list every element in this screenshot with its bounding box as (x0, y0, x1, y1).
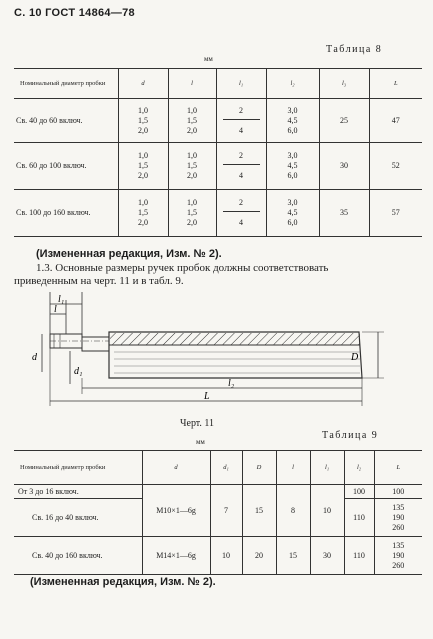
cell-l1: 4 (239, 218, 243, 227)
cell-l2: 4,5 (287, 115, 298, 125)
cell-l2: 4,5 (287, 208, 298, 217)
amendment-note-2: (Измененная редакция, Изм. № 2). (30, 576, 216, 588)
table-row (14, 143, 422, 190)
cell-l: 2,0 (187, 125, 197, 135)
cell-d: 1,0 (138, 151, 148, 160)
cell-D: 20 (242, 537, 276, 575)
table-8 (14, 68, 422, 237)
cell-d: M14×1—6g (142, 537, 210, 575)
cell-L: 260 (392, 522, 405, 532)
row-name: Св. 60 до 100 включ. (16, 161, 87, 170)
page-header: С. 10 ГОСТ 14864—78 (14, 7, 135, 19)
cell-l3: 35 (319, 190, 369, 237)
cell-d: 1,5 (138, 115, 148, 125)
cell-l1: 2 (223, 106, 260, 120)
cell-D: 15 (242, 485, 276, 537)
cell-d: 1,0 (138, 198, 148, 207)
table8-col-l3: l₃ (319, 69, 369, 99)
table8-col-L: L (369, 69, 422, 99)
cell-l2: 110 (344, 537, 374, 575)
label-l: l (54, 304, 57, 315)
cell-l: 15 (276, 537, 310, 575)
label-D: D (351, 352, 359, 363)
table9-col-name: Номинальный диаметр пробки (20, 463, 106, 471)
row-name: Св. 40 до 160 включ. (32, 550, 103, 560)
table9-col-L: L (374, 451, 422, 485)
row-name: Св. 100 до 160 включ. (16, 208, 91, 217)
table9-col-d: d (142, 451, 210, 485)
table9-col-l: l (276, 451, 310, 485)
table9-units: мм (196, 438, 205, 446)
table8-units: мм (204, 55, 213, 63)
cell-l: 1,5 (187, 115, 197, 125)
label-L: L (204, 391, 210, 402)
cell-d: 1,5 (138, 208, 148, 217)
cell-l2: 6,0 (287, 125, 298, 135)
cell-l: 1,5 (187, 161, 197, 170)
cell-l2: 3,0 (287, 198, 298, 207)
table8-header-row (14, 69, 422, 99)
cell-L: 57 (369, 190, 422, 237)
cell-d: 2,0 (138, 171, 148, 180)
cell-L: 135 (392, 502, 405, 512)
cell-L: 190 (392, 550, 405, 560)
table9-col-d1: d₁ (210, 451, 242, 485)
cell-l1: 2 (223, 198, 260, 212)
cell-l2: 6,0 (287, 171, 298, 180)
cell-d: 1,0 (138, 105, 148, 115)
label-l1: l₁ (58, 294, 65, 305)
cell-l1: 30 (310, 537, 344, 575)
cell-d: 1,5 (138, 161, 148, 170)
paragraph-1-3-line-1: 1.3. Основные размеры ручек пробок должны соответствовать (36, 262, 329, 274)
table-row (14, 190, 422, 237)
cell-l1: 10 (310, 485, 344, 537)
label-d: d (32, 352, 37, 363)
cell-d1: 7 (210, 485, 242, 537)
cell-L: 100 (374, 485, 422, 499)
table9-col-l1: l₁ (310, 451, 344, 485)
cell-l2: 3,0 (287, 151, 298, 160)
cell-l2: 110 (344, 499, 374, 537)
cell-l3: 30 (319, 143, 369, 190)
cell-L: 47 (369, 99, 422, 143)
row-name: Св. 40 до 60 включ. (16, 115, 83, 125)
table8-label: Таблица 8 (326, 44, 383, 55)
cell-l: 1,0 (187, 198, 197, 207)
cell-l: 1,0 (187, 151, 197, 160)
table-row (14, 99, 422, 143)
table8-col-l1: l₁ (216, 69, 266, 99)
table-row (14, 485, 422, 499)
cell-l1: 2 (223, 151, 260, 165)
table8-col-l2: l₂ (266, 69, 319, 99)
cell-L: 52 (369, 143, 422, 190)
cell-l2: 6,0 (287, 218, 298, 227)
cell-l: 2,0 (187, 218, 197, 227)
table8-col-name: Номинальный диаметр пробки (20, 79, 106, 87)
cell-l3: 25 (319, 99, 369, 143)
cell-l: 1,5 (187, 208, 197, 217)
cell-l1: 4 (239, 125, 243, 135)
cell-L: 190 (392, 512, 405, 522)
label-d1: d₁ (74, 366, 83, 377)
row-name: Св. 16 до 40 включ. (32, 512, 99, 522)
cell-L: 260 (392, 560, 405, 570)
cell-l2: 100 (344, 485, 374, 499)
table9-label: Таблица 9 (322, 430, 379, 441)
table8-col-d: d (118, 69, 168, 99)
cell-d: 2,0 (138, 218, 148, 227)
amendment-note-1: (Измененная редакция, Изм. № 2). (36, 248, 222, 260)
table-row (14, 537, 422, 575)
cell-l2: 3,0 (287, 105, 298, 115)
cell-d: M10×1—6g (142, 485, 210, 537)
table9-col-l2: l₂ (344, 451, 374, 485)
drawing-caption: Черт. 11 (180, 418, 215, 429)
cell-l1: 4 (239, 171, 243, 180)
table-9 (14, 450, 422, 575)
cell-l: 8 (276, 485, 310, 537)
handle-hatched-section (110, 333, 360, 345)
cell-d: 2,0 (138, 125, 148, 135)
cell-l2: 4,5 (287, 161, 298, 170)
label-l2: l₂ (228, 378, 235, 389)
table9-header-row (14, 451, 422, 485)
cell-L: 135 (392, 540, 405, 550)
paragraph-1-3-line-2: приведенным на черт. 11 и в табл. 9. (14, 275, 184, 287)
cell-l: 2,0 (187, 171, 197, 180)
drawing-11 (14, 290, 422, 412)
row-name: От 3 до 16 включ. (18, 486, 79, 496)
cell-d1: 10 (210, 537, 242, 575)
table9-col-D: D (242, 451, 276, 485)
cell-l: 1,0 (187, 105, 197, 115)
table8-col-l: l (168, 69, 216, 99)
